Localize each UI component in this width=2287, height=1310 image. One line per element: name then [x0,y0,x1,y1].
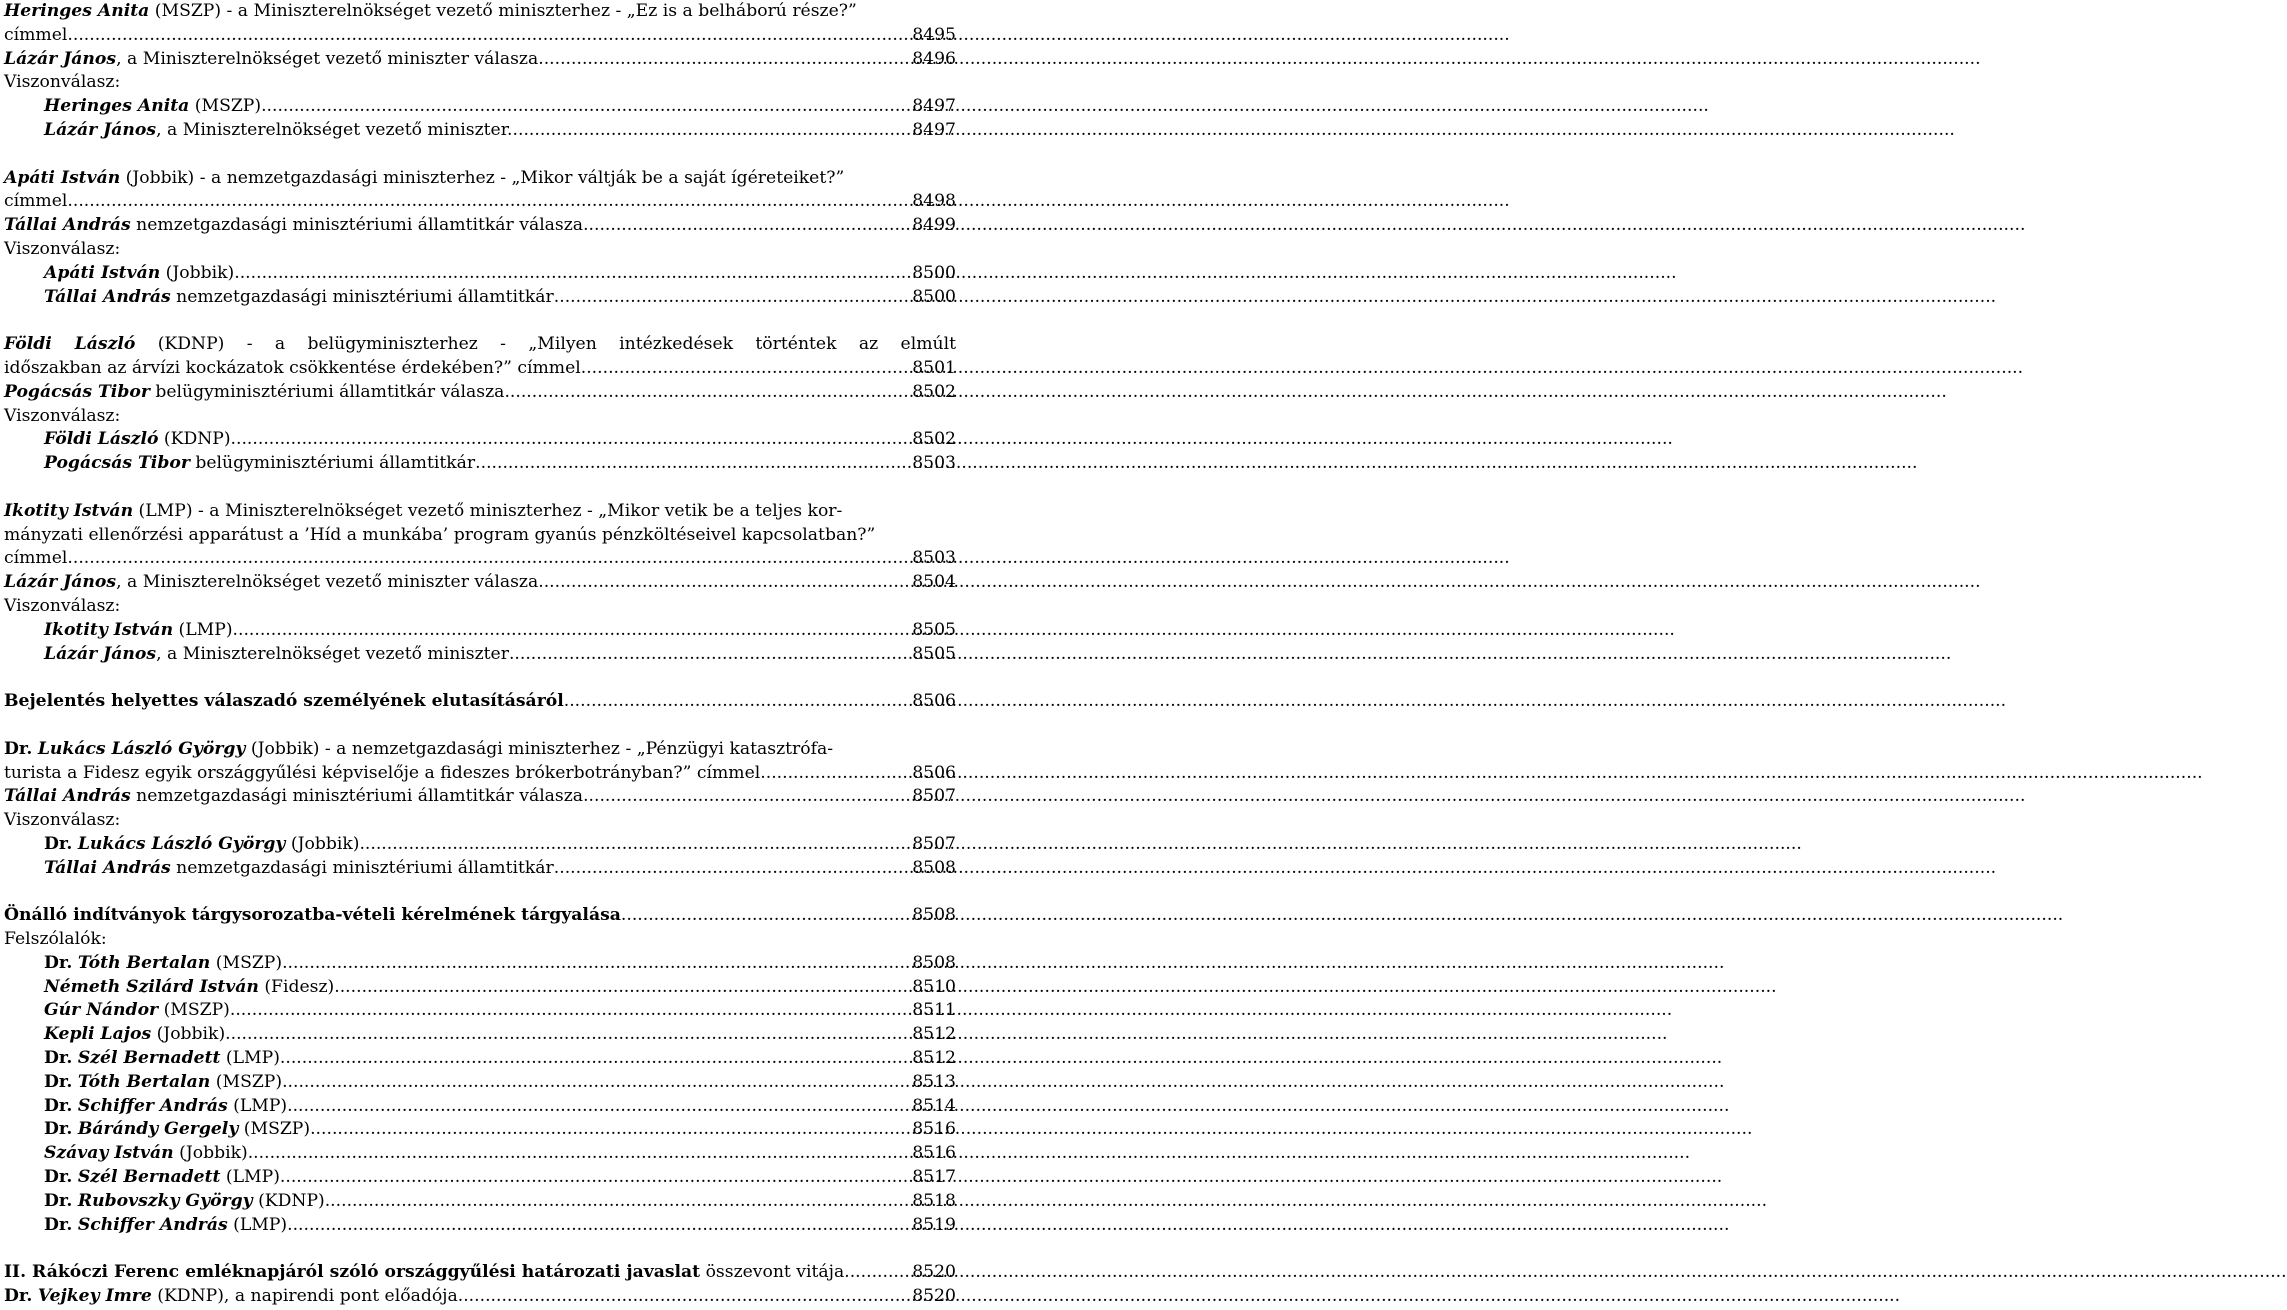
toc-entry: Ikotity István (LMP) ..... 8505 [0,619,960,643]
page-number: 8516 [912,1143,956,1164]
toc-entry: Dr. Vejkey Imre (KDNP), a napirendi pont előadója ..... 8520 [0,1285,960,1309]
page-number: 8497 [912,119,956,140]
page-number: 8505 [912,643,956,664]
page-number: 8497 [912,96,956,117]
toc-entry: Apáti István (Jobbik) - a nemzetgazdasági miniszterhez - „Mikor váltják be a saját ígéreteiket?” [4,167,845,188]
toc-entry: Tállai András nemzetgazdasági minisztériumi államtitkár ..... 8508 [0,857,960,881]
page-number: 8518 [912,1190,956,1211]
page-number: 8510 [912,976,956,997]
page-number: 8508 [912,952,956,973]
page-number: 8514 [912,1095,956,1116]
page-number: 8505 [912,619,956,640]
toc-entry: Dr. Szél Bernadett (LMP) ..... 8512 [0,1047,960,1071]
toc-entry: Ikotity István (LMP) - a Miniszterelnökséget vezető miniszterhez - „Mikor vetik be a teljes kor- [4,500,843,521]
toc-entry: mányzati ellenőrzési apparátust a ’Híd a munkába’ program gyanús pénzköltéseivel kapcsolatban?” [4,524,876,545]
page-number: 8502 [912,429,956,450]
page-number: 8500 [912,262,956,283]
toc-label: Viszonválasz: [4,72,121,93]
page-number: 8504 [912,572,956,593]
toc-entry: Dr. Schiffer András (LMP) ..... 8519 [0,1214,960,1238]
page-number: 8496 [912,48,956,69]
toc-entry: Pogácsás Tibor belügyminisztériumi államtitkár ..... 8503 [0,452,960,476]
page-number: 8507 [912,786,956,807]
toc-entry: Kepli Lajos (Jobbik) ..... 8512 [0,1023,960,1047]
toc-label: Viszonválasz: [4,810,121,831]
toc-entry: Lázár János, a Miniszterelnökséget vezető miniszter ..... 8505 [0,643,960,667]
toc-label: Felszólalók: [4,929,107,950]
page-number: 8516 [912,1119,956,1140]
page-number: 8512 [912,1024,956,1045]
page-number: 8506 [912,762,956,783]
page-number: 8498 [912,191,956,212]
toc-entry: Dr. Lukács László György (Jobbik) ..... 8507 [0,833,960,857]
toc-entry: Apáti István (Jobbik) ..... 8500 [0,262,960,286]
page-number: 8512 [912,1048,956,1069]
page-number: 8499 [912,215,956,236]
toc-entry: Tállai András nemzetgazdasági minisztériumi államtitkár válasza ..... 8499 [0,214,960,238]
toc-label: Viszonválasz: [4,595,121,616]
toc-entry: Dr. Tóth Bertalan (MSZP) ..... 8508 [0,952,960,976]
toc-entry: Németh Szilárd István (Fidesz) ..... 8510 [0,976,960,1000]
toc-entry: Pogácsás Tibor belügyminisztériumi államtitkár válasza ..... 8502 [0,381,960,405]
toc-entry: Gúr Nándor (MSZP) ..... 8511 [0,999,960,1023]
toc-entry: turista a Fidesz egyik országgyűlési képviselője a fideszes brókerbotrányban?” címmel ..... 8506 [0,762,960,786]
document-page [0,0,960,1310]
toc-entry: Dr. Schiffer András (LMP) ..... 8514 [0,1095,960,1119]
page-number: 8503 [912,453,956,474]
page-number: 8503 [912,548,956,569]
page-number: 8507 [912,833,956,854]
toc-entry: címmel ..... 8498 [0,190,960,214]
page-number: 8500 [912,286,956,307]
toc-entry: címmel ..... 8495 [0,24,960,48]
toc-heading: Bejelentés helyettes válaszadó személyének elutasításáról ..... 8506 [0,690,960,714]
toc-heading: Önálló indítványok tárgysorozatba-vételi kérelmének tárgyalása ..... 8508 [0,904,960,928]
toc-entry: Heringes Anita (MSZP) - a Miniszterelnökséget vezető miniszterhez - „Ez is a belháború része?” [4,1,857,21]
toc-entry: Lázár János, a Miniszterelnökséget vezető miniszter. ..... 8497 [0,119,960,143]
toc-entry: Dr. Rubovszky György (KDNP) ..... 8518 [0,1190,960,1214]
toc-entry: Földi László (KDNP) - a belügyminiszterhez - „Milyen intézkedések történtek az elmúlt [4,334,956,355]
page-number: 8508 [912,857,956,878]
toc-entry: Dr. Lukács László György (Jobbik) - a nemzetgazdasági miniszterhez - „Pénzügyi katasztrófa- [4,738,834,759]
toc-entry: Szávay István (Jobbik) ..... 8516 [0,1142,960,1166]
page-number: 8501 [912,357,956,378]
toc-entry: Tállai András nemzetgazdasági minisztériumi államtitkár válasza ..... 8507 [0,785,960,809]
toc-entry: címmel ..... 8503 [0,547,960,571]
page-number: 8520 [912,1262,956,1283]
page-number: 8508 [912,905,956,926]
toc-entry: Dr. Szél Bernadett (LMP) ..... 8517 [0,1166,960,1190]
page-number: 8495 [912,24,956,45]
toc-entry: Lázár János, a Miniszterelnökséget vezető miniszter válasza ..... 8504 [0,571,960,595]
page-number: 8506 [912,691,956,712]
toc-label: Viszonválasz: [4,238,121,259]
toc-heading: II. Rákóczi Ferenc emléknapjáról szóló országgyűlési határozati javaslat összevont vitája ..... 8520 [0,1261,960,1285]
page-number: 8502 [912,381,956,402]
page-number: 8520 [912,1286,956,1307]
toc-entry: Dr. Bárándy Gergely (MSZP) ..... 8516 [0,1118,960,1142]
page-number: 8519 [912,1214,956,1235]
page-number: 8513 [912,1071,956,1092]
toc-entry: időszakban az árvízi kockázatok csökkentése érdekében?” címmel ..... 8501 [0,357,960,381]
toc-label: Viszonválasz: [4,405,121,426]
toc-entry: Lázár János, a Miniszterelnökséget vezető miniszter válasza ..... 8496 [0,48,960,72]
toc-entry: Földi László (KDNP) ..... 8502 [0,428,960,452]
toc-entry: Dr. Tóth Bertalan (MSZP) ..... 8513 [0,1071,960,1095]
toc-entry: Heringes Anita (MSZP). ..... 8497 [0,95,960,119]
page-number: 8511 [912,1000,956,1021]
page-number: 8517 [912,1167,956,1188]
toc-entry: Tállai András nemzetgazdasági minisztériumi államtitkár ..... 8500 [0,286,960,310]
